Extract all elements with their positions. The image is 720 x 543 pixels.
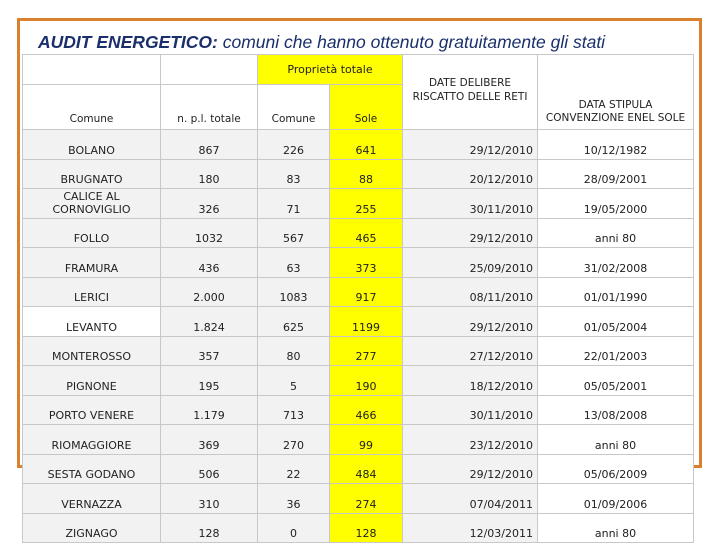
table-row (23, 425, 694, 455)
prop-comune-cell: 226 (258, 130, 330, 160)
pl-totale-cell: 310 (161, 484, 258, 514)
table-row (23, 159, 694, 189)
prop-sole-cell: 484 (330, 454, 403, 484)
pl-totale-cell: 369 (161, 425, 258, 455)
prop-comune-cell: 22 (258, 454, 330, 484)
stipula-date-cell: 01/09/2006 (538, 484, 694, 514)
prop-sole-cell: 128 (330, 513, 403, 543)
pl-totale-cell: 2.000 (161, 277, 258, 307)
group-header-proprieta: Proprietà totale (258, 55, 403, 85)
comune-cell: FOLLO (23, 218, 161, 248)
title-rest: comuni che hanno ottenuto gratuitamente gli stati (217, 32, 606, 52)
pl-totale-cell: 867 (161, 130, 258, 160)
pl-totale-cell: 436 (161, 248, 258, 278)
comune-cell: SESTA GODANO (23, 454, 161, 484)
prop-sole-cell: 88 (330, 159, 403, 189)
table-row (23, 395, 694, 425)
prop-comune-cell: 270 (258, 425, 330, 455)
table-row (23, 189, 694, 219)
header-blank-2 (161, 55, 258, 85)
prop-sole-cell: 373 (330, 248, 403, 278)
pl-totale-cell: 506 (161, 454, 258, 484)
delibera-date-cell: 29/12/2010 (403, 307, 538, 337)
table-row (23, 130, 694, 160)
prop-comune-cell: 713 (258, 395, 330, 425)
pl-totale-cell: 1032 (161, 218, 258, 248)
header-prop-comune: Comune (258, 85, 330, 130)
comune-cell: LERICI (23, 277, 161, 307)
stipula-date-cell: 22/01/2003 (538, 336, 694, 366)
prop-sole-cell: 190 (330, 366, 403, 396)
pl-totale-cell: 180 (161, 159, 258, 189)
stipula-date-cell: anni 80 (538, 513, 694, 543)
prop-comune-cell: 80 (258, 336, 330, 366)
prop-sole-cell: 277 (330, 336, 403, 366)
prop-sole-cell: 274 (330, 484, 403, 514)
delibera-date-cell: 07/04/2011 (403, 484, 538, 514)
stipula-date-cell: anni 80 (538, 425, 694, 455)
pl-totale-cell: 195 (161, 366, 258, 396)
prop-comune-cell: 625 (258, 307, 330, 337)
delibera-date-cell: 29/12/2010 (403, 454, 538, 484)
table-row (23, 366, 694, 396)
delibera-date-cell: 29/12/2010 (403, 218, 538, 248)
delibera-date-cell: 30/11/2010 (403, 189, 538, 219)
header-data-stipula: DATA STIPULA CONVENZIONE ENEL SOLE (538, 55, 694, 130)
header-blank-1 (23, 55, 161, 85)
delibera-date-cell: 27/12/2010 (403, 336, 538, 366)
header-pl-totale: n. p.l. totale (161, 85, 258, 130)
comune-cell: MONTEROSSO (23, 336, 161, 366)
stipula-date-cell: 28/09/2001 (538, 159, 694, 189)
header-date-delibere: DATE DELIBERE RISCATTO DELLE RETI (403, 55, 538, 130)
prop-sole-cell: 466 (330, 395, 403, 425)
header-prop-sole: Sole (330, 85, 403, 130)
prop-comune-cell: 36 (258, 484, 330, 514)
stipula-date-cell: 01/05/2004 (538, 307, 694, 337)
comune-cell: BOLANO (23, 130, 161, 160)
prop-sole-cell: 255 (330, 189, 403, 219)
stipula-date-cell: 05/05/2001 (538, 366, 694, 396)
pl-totale-cell: 1.824 (161, 307, 258, 337)
pl-totale-cell: 128 (161, 513, 258, 543)
delibera-date-cell: 25/09/2010 (403, 248, 538, 278)
table-row (23, 248, 694, 278)
stipula-date-cell: 01/01/1990 (538, 277, 694, 307)
prop-comune-cell: 1083 (258, 277, 330, 307)
pl-totale-cell: 326 (161, 189, 258, 219)
comune-cell: VERNAZZA (23, 484, 161, 514)
comune-cell: CALICE AL CORNOVIGLIO (23, 189, 161, 219)
prop-sole-cell: 641 (330, 130, 403, 160)
prop-sole-cell: 99 (330, 425, 403, 455)
stipula-date-cell: anni 80 (538, 218, 694, 248)
comune-cell: BRUGNATO (23, 159, 161, 189)
prop-comune-cell: 0 (258, 513, 330, 543)
stipula-date-cell: 13/08/2008 (538, 395, 694, 425)
prop-comune-cell: 71 (258, 189, 330, 219)
prop-sole-cell: 1199 (330, 307, 403, 337)
stipula-date-cell: 05/06/2009 (538, 454, 694, 484)
stipula-date-cell: 31/02/2008 (538, 248, 694, 278)
table-row (23, 218, 694, 248)
comune-cell: PIGNONE (23, 366, 161, 396)
comune-cell: ZIGNAGO (23, 513, 161, 543)
table-row (23, 277, 694, 307)
table-row (23, 307, 694, 337)
delibera-date-cell: 29/12/2010 (403, 130, 538, 160)
table-row (23, 454, 694, 484)
prop-comune-cell: 63 (258, 248, 330, 278)
table-row (23, 513, 694, 543)
stipula-date-cell: 19/05/2000 (538, 189, 694, 219)
comune-cell: PORTO VENERE (23, 395, 161, 425)
prop-sole-cell: 465 (330, 218, 403, 248)
prop-comune-cell: 5 (258, 366, 330, 396)
comune-cell: RIOMAGGIORE (23, 425, 161, 455)
delibera-date-cell: 23/12/2010 (403, 425, 538, 455)
delibera-date-cell: 08/11/2010 (403, 277, 538, 307)
audit-table (22, 54, 694, 543)
pl-totale-cell: 357 (161, 336, 258, 366)
title-bold: AUDIT ENERGETICO: (38, 32, 218, 52)
prop-sole-cell: 917 (330, 277, 403, 307)
slide-title (38, 32, 605, 53)
comune-cell: FRAMURA (23, 248, 161, 278)
stipula-date-cell: 10/12/1982 (538, 130, 694, 160)
comune-cell: LEVANTO (23, 307, 161, 337)
delibera-date-cell: 20/12/2010 (403, 159, 538, 189)
prop-comune-cell: 567 (258, 218, 330, 248)
delibera-date-cell: 12/03/2011 (403, 513, 538, 543)
delibera-date-cell: 18/12/2010 (403, 366, 538, 396)
header-row-1 (23, 55, 694, 85)
prop-comune-cell: 83 (258, 159, 330, 189)
header-comune: Comune (23, 85, 161, 130)
table-row (23, 484, 694, 514)
table-row (23, 336, 694, 366)
delibera-date-cell: 30/11/2010 (403, 395, 538, 425)
pl-totale-cell: 1.179 (161, 395, 258, 425)
